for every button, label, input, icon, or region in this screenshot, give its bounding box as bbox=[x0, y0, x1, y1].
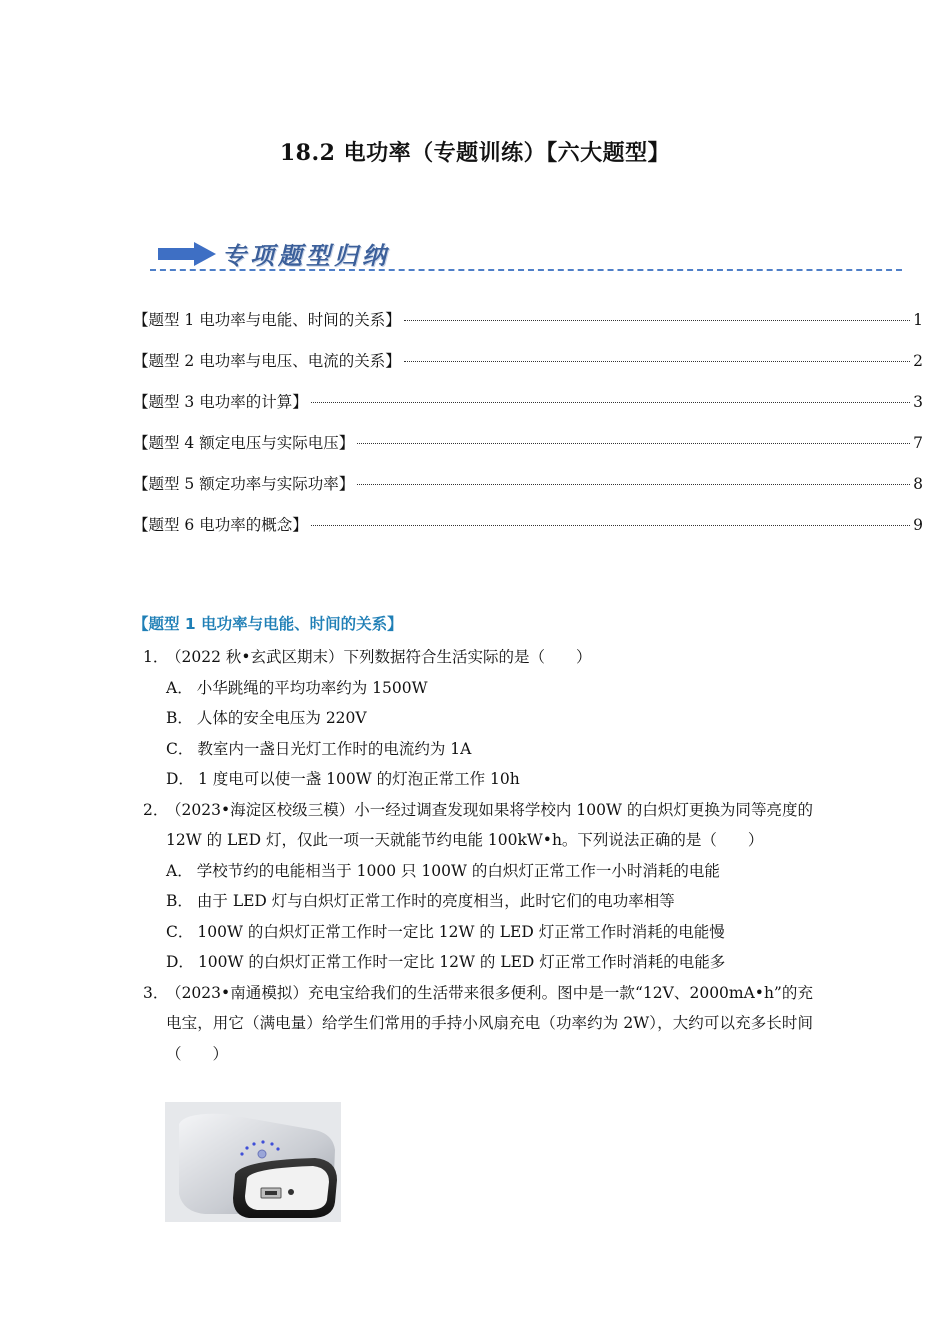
option-text: 100W 的白炽灯正常工作时一定比 12W 的 LED 灯正常工作时消耗的电能多 bbox=[197, 953, 726, 971]
question-stem bbox=[143, 978, 813, 1070]
toc-leader bbox=[357, 484, 910, 485]
option-letter: B． bbox=[166, 709, 193, 727]
toc-leader bbox=[357, 443, 910, 444]
toc-leader bbox=[311, 525, 910, 526]
option-text: 教室内一盏日光灯工作时的电流约为 1A bbox=[197, 739, 472, 758]
toc-label: 【题型 2 电功率与电压、电流的关系】 bbox=[133, 352, 401, 370]
option-letter: B． bbox=[166, 892, 193, 910]
toc-entry-3[interactable] bbox=[133, 390, 923, 431]
question-text: （2023•海淀区校级三模）小一经过调查发现如果将学校内 100W 的白炽灯更换为同等亮度的 12W 的 LED 灯，仅此一项一天就能节约电能 100kW•h。下列说法正确的是（ ） bbox=[166, 800, 813, 849]
banner-divider bbox=[150, 269, 902, 271]
question-text: （2022 秋•玄武区期末）下列数据符合生活实际的是（ ） bbox=[166, 648, 592, 666]
toc-leader bbox=[311, 402, 910, 403]
toc-entry-1[interactable] bbox=[133, 308, 923, 349]
option-b bbox=[143, 886, 813, 917]
option-text: 学校节约的电能相当于 1000 只 100W 的白炽灯正常工作一小时消耗的电能 bbox=[196, 861, 720, 880]
question-stem bbox=[143, 642, 813, 673]
toc-page-number: 7 bbox=[913, 434, 923, 452]
toc-label: 【题型 1 电功率与电能、时间的关系】 bbox=[133, 311, 401, 329]
toc-label: 【题型 5 额定功率与实际功率】 bbox=[133, 475, 355, 493]
toc-page-number: 1 bbox=[913, 311, 923, 329]
banner-title: 专项题型归纳 bbox=[222, 241, 390, 270]
question-number: 1． bbox=[143, 648, 169, 666]
option-letter: D． bbox=[166, 953, 194, 971]
arrow-right-icon bbox=[158, 242, 216, 266]
toc-page-number: 2 bbox=[913, 352, 923, 370]
option-d bbox=[143, 947, 813, 978]
option-letter: C． bbox=[166, 922, 194, 941]
option-c bbox=[143, 917, 813, 948]
option-letter: D． bbox=[166, 770, 194, 788]
option-text: 100W 的白炽灯正常工作时一定比 12W 的 LED 灯正常工作时消耗的电能慢 bbox=[197, 922, 725, 941]
section-heading: 【题型 1 电功率与电能、时间的关系】 bbox=[133, 615, 403, 633]
toc-entry-5[interactable] bbox=[133, 472, 923, 513]
toc-label: 【题型 4 额定电压与实际电压】 bbox=[133, 434, 355, 452]
question-list bbox=[143, 642, 813, 1069]
option-letter: C． bbox=[166, 739, 194, 758]
toc-page-number: 3 bbox=[913, 393, 923, 411]
option-text: 人体的安全电压为 220V bbox=[196, 709, 367, 727]
option-letter: A． bbox=[166, 678, 193, 697]
toc-page-number: 9 bbox=[913, 516, 923, 534]
toc-leader bbox=[404, 361, 910, 362]
toc-entry-4[interactable] bbox=[133, 431, 923, 472]
toc-entry-2[interactable] bbox=[133, 349, 923, 390]
option-letter: A． bbox=[166, 861, 193, 880]
power-bank-illustration bbox=[165, 1102, 341, 1222]
section-banner bbox=[150, 232, 902, 276]
option-b bbox=[143, 703, 813, 734]
option-text: 1 度电可以使一盏 100W 的灯泡正常工作 10h bbox=[197, 770, 520, 788]
page-title: 18.2 电功率（专题训练）【六大题型】 bbox=[279, 140, 671, 166]
option-text: 由于 LED 灯与白炽灯正常工作时的亮度相当，此时它们的电功率相等 bbox=[196, 892, 675, 910]
option-text: 小华跳绳的平均功率约为 1500W bbox=[196, 678, 428, 697]
toc-entry-6[interactable] bbox=[133, 513, 923, 554]
toc-page-number: 8 bbox=[913, 475, 923, 493]
table-of-contents bbox=[133, 308, 923, 554]
question-text: （2023•南通模拟）充电宝给我们的生活带来很多便利。图中是一款“12V、2000mA•h”的充电宝，用它（满电量）给学生们常用的手持小风扇充电（功率约为 2W），大约可以充多长时间（ ） bbox=[166, 983, 813, 1063]
option-a bbox=[143, 856, 813, 887]
option-c bbox=[143, 734, 813, 765]
power-bank-image bbox=[165, 1102, 341, 1222]
toc-leader bbox=[404, 320, 910, 321]
option-d bbox=[143, 764, 813, 795]
question-number: 3． bbox=[143, 983, 169, 1002]
toc-label: 【题型 6 电功率的概念】 bbox=[133, 516, 308, 534]
toc-label: 【题型 3 电功率的计算】 bbox=[133, 393, 308, 411]
option-a bbox=[143, 673, 813, 704]
question-stem bbox=[143, 795, 813, 856]
question-number: 2． bbox=[143, 800, 169, 819]
